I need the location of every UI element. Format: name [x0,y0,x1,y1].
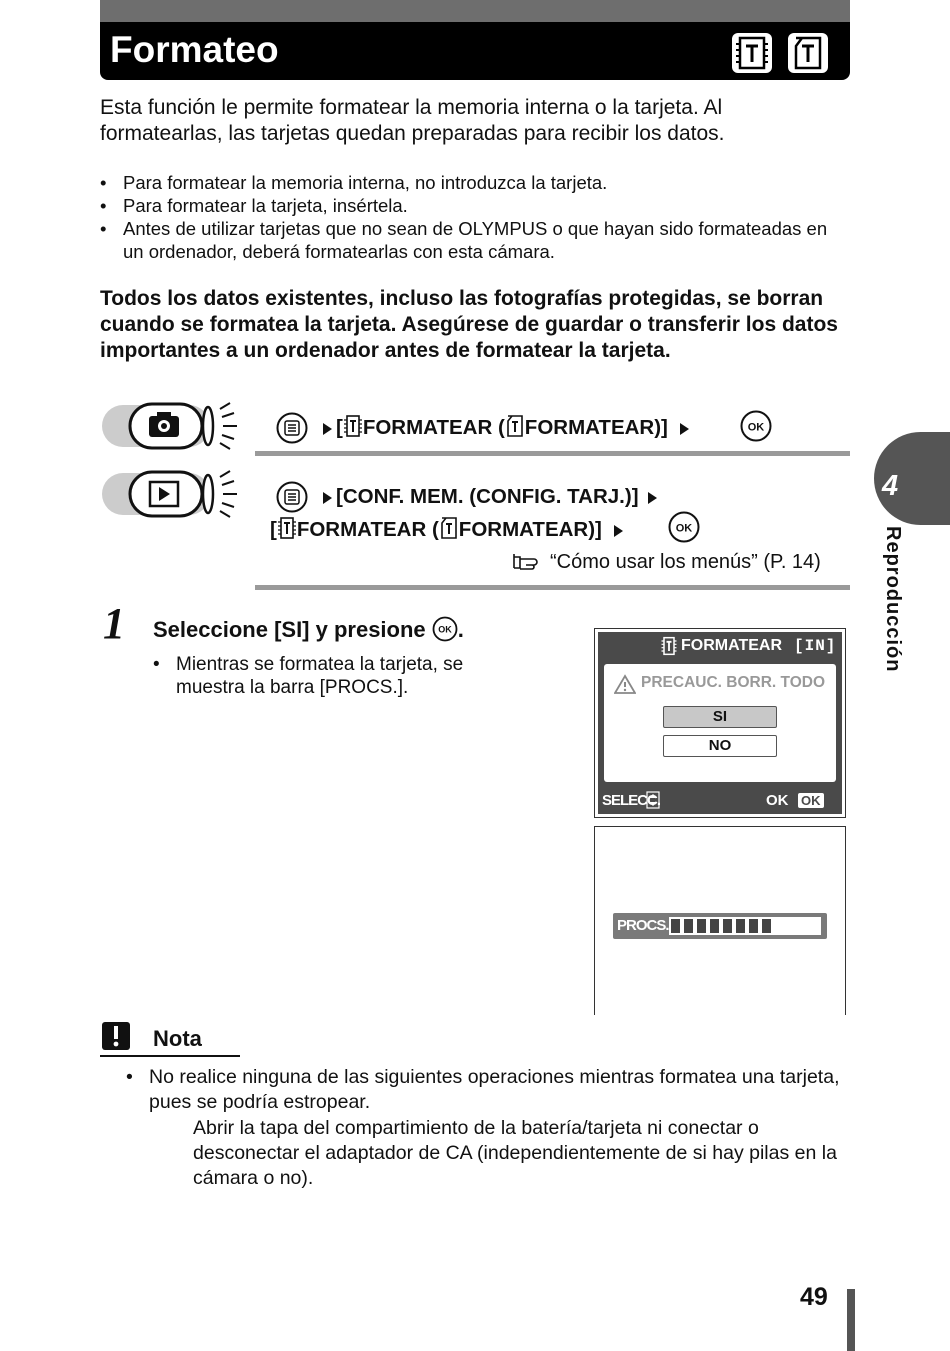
step-bullets [153,653,523,699]
format-internal-label: FORMATEAR ( [362,416,505,439]
chapter-label: Reproducción [882,526,904,673]
ok-button-icon [740,410,772,447]
warning-paragraph: Todos los datos existentes, incluso las fotografías protegidas, se borran cuando se formatea la tarjeta. Asegúrese de guardar o transferir los datos importantes a un ordenador antes de formatear la tarjeta. [100,287,838,362]
playback-procedure-line2 [270,516,627,544]
format-card-label: FORMATEAR)] [458,518,602,541]
warning-triangle-icon [614,674,636,694]
arrow-right-icon [680,423,689,435]
format-internal-label: FORMATEAR ( [296,518,439,541]
note-title: Nota [153,1026,202,1051]
progress-fill [671,919,775,933]
bracket-open: [ [270,518,277,541]
exclamation-icon [102,1022,130,1050]
list-item: • No realice ninguna de las siguientes operaciones mientras formatea una tarjeta, pues se podría estropear. [126,1065,846,1115]
list-item: • Para formatear la tarjeta, insértela. [100,194,840,217]
reference-text: “Cómo usar los menús” (P. 14) [550,551,821,573]
internal-memory-icon [277,516,297,540]
memory-badge: [IN] [794,637,837,655]
caution-text: PRECAUC. BORR. TODO [641,674,826,691]
internal-memory-icon [660,636,678,656]
progress-track [669,917,821,935]
camera-mode-icon [102,401,232,451]
card-icon [505,414,525,438]
step-title-text: Seleccione [SI] y presione [153,617,426,642]
list-item: • Antes de utilizar tarjetas que no sean de OLYMPUS o que hayan sido formateadas en un ordenador, deberá formatearlas con esta cámara. [100,217,840,263]
progress-label: PROCS. [617,917,669,934]
page-number: 49 [800,1283,828,1311]
arrow-right-icon [323,492,332,504]
svg-text:OK: OK [747,421,765,434]
menu-reference [512,550,821,574]
arrow-right-icon [614,525,623,537]
ok-label: OK [766,792,789,809]
page-marker-bar [847,1289,855,1351]
arrow-right-icon [323,423,332,435]
ok-key-box: OK [798,793,824,808]
title-strip [100,0,850,22]
playback-mode-icon [102,469,232,519]
internal-memory-icon [732,33,772,73]
playback-procedure-line1 [323,483,661,511]
divider [255,585,850,590]
arrow-right-icon [648,492,657,504]
list-item: • Mientras se formatea la tarjeta, se muestra la barra [PROCS.]. [153,653,523,699]
format-card-label: FORMATEAR)] [524,416,668,439]
lcd-display [598,632,842,814]
camera-screen-progress [594,826,846,1015]
screen-header [598,632,842,660]
page-title: Formateo [110,29,279,70]
step-title [153,616,464,643]
internal-memory-icon [343,414,363,438]
title-bar [100,0,850,80]
chapter-number: 4 [882,470,899,502]
conf-mem-label: [CONF. MEM. (CONFIG. TARJ.)] [336,485,639,508]
ok-button-icon [432,616,458,642]
screen-header-title: FORMATEAR [681,637,783,654]
note-subtext: Abrir la tapa del compartimiento de la batería/tarjeta ni conectar o desconectar el adaptador de CA (independientemente de si hay pilas en la cámara o no). [193,1117,837,1189]
note-list [126,1065,846,1115]
svg-text:OK: OK [438,624,452,635]
card-icon [788,33,828,73]
camera-screen-format [594,628,846,818]
menu-button-icon [276,412,308,449]
option-no-button[interactable]: NO [663,735,777,757]
bracket-open: [ [336,416,343,439]
intro-paragraph: Esta función le permite formatear la memoria interna o la tarjeta. Al formatearlas, las tarjetas quedan preparadas para recibir los datos. [100,96,725,145]
svg-text:OK: OK [675,522,693,535]
list-item: • Para formatear la memoria interna, no introduzca la tarjeta. [100,171,840,194]
screen-footer [598,787,842,814]
option-si-button[interactable]: SI [663,706,777,728]
note-heading [100,1022,240,1057]
menu-button-icon [276,481,308,518]
reference-hand-icon [512,550,550,572]
bullet-list [100,171,840,263]
screen-panel [604,664,836,782]
up-down-arrows-icon [646,791,660,809]
divider [255,451,850,456]
step-number: 1 [103,599,125,648]
ok-button-icon [668,511,700,548]
shooting-procedure-text [323,414,693,442]
select-label: SELECC. [602,792,661,809]
step-title-end: . [457,617,464,642]
progress-bar [613,913,827,939]
card-icon [439,516,459,540]
